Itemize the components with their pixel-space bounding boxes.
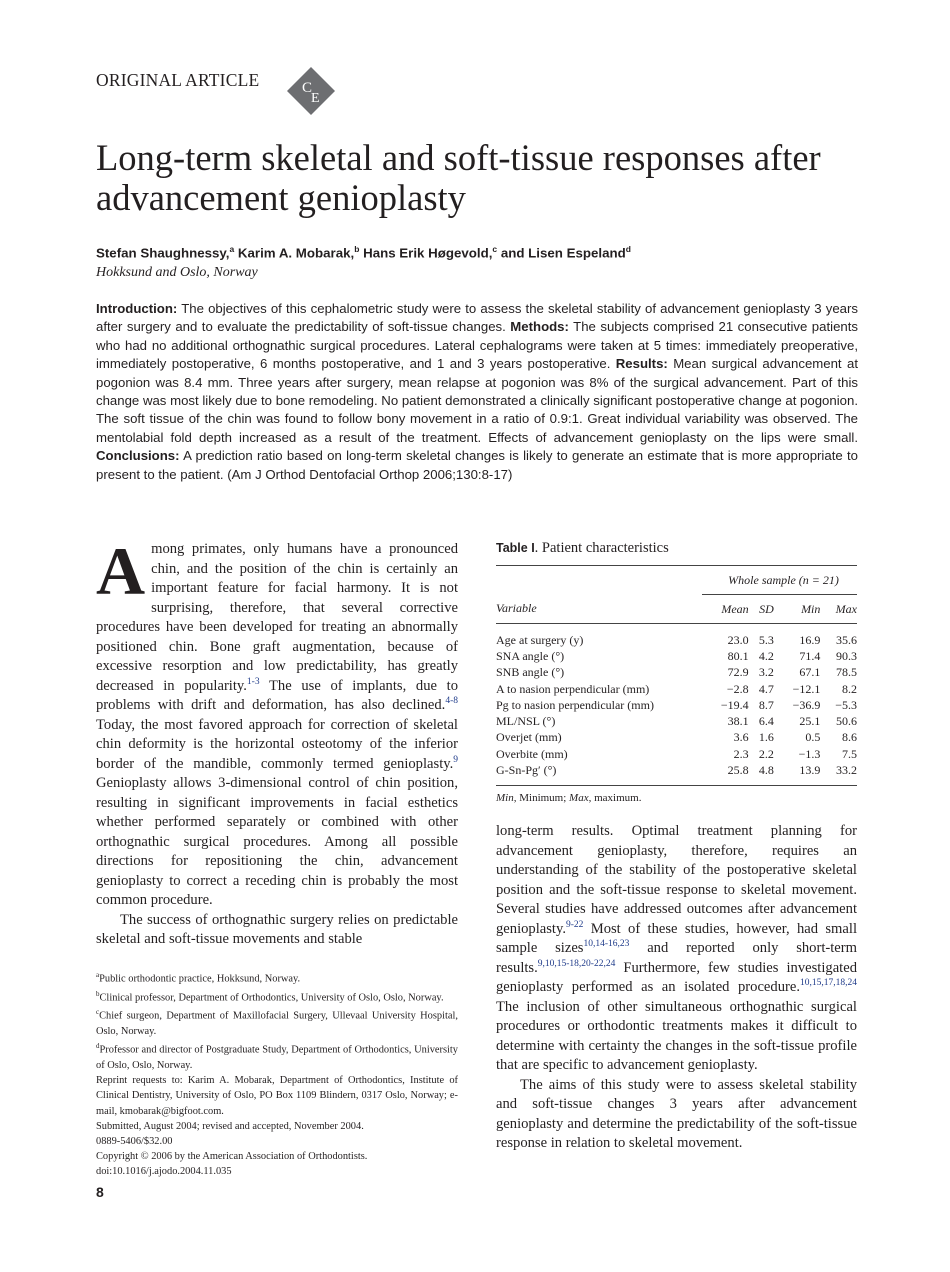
footnote-mark: d	[96, 1042, 100, 1051]
table-cell: 3.6	[733, 730, 749, 745]
citation-ref: 4-8	[445, 696, 458, 707]
footnote-text: Submitted, August 2004; revised and accepted, November 2004.	[96, 1120, 364, 1132]
table-cell: Pg to nasion perpendicular (mm)	[496, 697, 654, 712]
table-cell: 23.0	[727, 632, 749, 647]
drop-cap: A	[96, 533, 146, 609]
table-row	[496, 648, 857, 664]
table-cell: −19.4	[720, 697, 749, 712]
paragraph-text: and reported only short-term results.	[496, 940, 857, 976]
abbreviation-definition: Minimum;	[516, 791, 570, 804]
table-cell: −2.8	[726, 681, 749, 696]
table-cell: −12.1	[792, 681, 821, 696]
table-cell: 8.7	[758, 697, 774, 712]
footnote-text: Reprint requests to: Karim A. Mobarak, Department of Orthodontics, Institute of Clinical Dentistry, University of Oslo, PO Box 1109 Blindern, 0317 Oslo, Norway; e-mail, kmobarak@bigfoot.com.	[96, 1075, 458, 1117]
author-affiliation-mark: a	[229, 244, 235, 254]
table-cell: 4.7	[758, 681, 774, 696]
table-cell: Overjet (mm)	[496, 730, 562, 745]
table-row	[496, 713, 857, 729]
abstract-section-label: Conclusions:	[96, 448, 180, 464]
footnote	[96, 1073, 458, 1119]
citation-ref: 1-3	[246, 676, 260, 687]
footnote-text: Chief surgeon, Department of Maxillofacial Surgery, Ullevaal University Hospital, Oslo, Norway.	[96, 1010, 458, 1038]
table-cell: −36.9	[792, 697, 821, 712]
paragraph-text: Furthermore, few studies investigated genioplasty performed as an isolated procedure.	[496, 959, 857, 995]
paragraph-text: Most of these studies, however, had small sample sizes	[496, 920, 857, 956]
paragraph-text: The success of orthognathic surgery relies on predictable skeletal and soft-tissue movements and stable	[96, 911, 458, 947]
table-cell: 16.9	[799, 632, 821, 647]
author-affiliation-mark: d	[625, 244, 631, 254]
author-location: Hokksund and Oslo, Norway	[96, 265, 258, 280]
table-cell: SNB angle (°)	[496, 665, 565, 680]
table-cell: 8.2	[842, 681, 857, 696]
table-row	[496, 697, 857, 713]
table-cell: 35.6	[836, 632, 857, 647]
footnote	[96, 1164, 458, 1179]
table-label: Table I	[496, 541, 535, 555]
footnote-text: Copyright © 2006 by the American Association of Orthodontists.	[96, 1151, 368, 1163]
table-row	[496, 762, 857, 784]
paragraph-text: Genioplasty allows 3-dimensional control of chin position, resulting in significant improvements in facial esthetics whether performed separately or combined with other orthognathic surgical procedures. Among all possible directions for repositioning the chin, advancement genioplasty to correct a receding chin is probably the most common procedure.	[96, 775, 458, 908]
column-header: Max	[820, 595, 857, 624]
paragraph-text: The use of implants, due to problems with drift and deformation, has also declined.	[96, 677, 458, 713]
table-row	[496, 624, 857, 649]
table-cell: A to nasion perpendicular (mm)	[496, 681, 650, 696]
table-cell: 38.1	[727, 714, 749, 729]
footnote	[96, 1134, 458, 1149]
table-cell: 2.2	[758, 746, 774, 761]
abstract	[96, 300, 858, 484]
citation-ref: 9	[453, 754, 458, 765]
paragraph	[96, 533, 458, 911]
abbreviation: Max,	[569, 791, 592, 804]
footnote	[96, 1039, 458, 1073]
table-cell: 4.8	[758, 763, 774, 778]
footnote-mark: c	[96, 1008, 100, 1017]
footnote-text: 0889-5406/$32.00	[96, 1135, 173, 1147]
data-table	[496, 565, 857, 785]
table-cell: 72.9	[727, 665, 749, 680]
footnote	[96, 1149, 458, 1164]
footnote-mark: a	[96, 971, 100, 979]
abstract-section-label: Methods:	[510, 319, 569, 335]
table-cell: Overbite (mm)	[496, 746, 568, 761]
abstract-section-text: The objectives of this cephalometric study were to assess the skeletal stability of advancement genioplasty 3 years after surgery and to evaluate the predictability of soft-tissue changes.	[96, 301, 858, 335]
table-caption	[496, 540, 857, 557]
paragraph-text: mong primates, only humans have a pronounced chin, and the position of the chin is certainly an important feature for facial harmony. It is not surprising, therefore, that several corrective procedures have been developed for treating an abnormally positioned chin. Bone graft augmentation, because of excessive resorption and low predictability, has greatly decreased in popularity.	[96, 541, 458, 694]
citation-ref: 10,14-16,23	[583, 939, 630, 950]
author-name: Hans Erik Høgevold,	[359, 245, 493, 261]
author-affiliation-mark: c	[492, 244, 498, 254]
paragraph	[496, 822, 857, 1076]
table-cell: 50.6	[836, 714, 857, 729]
abstract-section-text: A prediction ratio based on long-term skeletal changes is likely to generate an estimate that is more appropriate to present to the patient. (Am J Orthod Dentofacial Orthop 2006;130:8-17)	[96, 448, 858, 482]
body-left-column	[96, 533, 458, 950]
abstract-section-text: The subjects comprised 21 consecutive patients who had no additional orthognathic surgical procedures. Lateral cephalograms were taken at 5 times: immediately preoperative, immediately postoperative, 6 months postoperative, and 1 and 3 years postoperative.	[96, 319, 858, 372]
table-cell: 80.1	[727, 648, 749, 663]
page-number: 8	[96, 1184, 104, 1200]
author-name: Karim A. Mobarak,	[234, 245, 355, 261]
paragraph-text: long-term results. Optimal treatment planning for advancement genioplasty, therefore, requires an understanding of the stability of the postoperative skeletal position and the soft-tissue response to skeletal movement. Several studies have addressed outcomes after advancement genioplasty.	[496, 823, 857, 937]
body-right-column	[496, 822, 857, 1154]
table-cell: 90.3	[836, 648, 857, 663]
table-cell: 3.2	[758, 665, 774, 680]
article-title: Long-term skeletal and soft-tissue responses after advancement genioplasty	[96, 137, 821, 218]
table-cell: 13.9	[799, 763, 821, 778]
table-cell: 6.4	[758, 714, 774, 729]
column-header: SD	[749, 595, 774, 624]
footnote-text: doi:10.1016/j.ajodo.2004.11.035	[96, 1166, 232, 1178]
paragraph	[496, 1076, 857, 1154]
table-caption-text: . Patient characteristics	[534, 540, 669, 556]
table-cell: Age at surgery (y)	[496, 632, 584, 647]
author-name: and Lisen Espeland	[497, 245, 626, 261]
table-cell: 2.3	[733, 746, 749, 761]
table-cell: SNA angle (°)	[496, 648, 565, 663]
table-row	[496, 730, 857, 746]
table-cell: −5.3	[835, 697, 857, 712]
paragraph-text: Today, the most favored approach for correction of skeletal chin deformity is the horizontal osteotomy of the inferior border of the mandible, commonly termed genioplasty.	[96, 716, 458, 772]
column-header: Min	[774, 595, 821, 624]
abstract-section-label: Introduction:	[96, 301, 178, 316]
paragraph	[96, 911, 458, 950]
author-name: Stefan Shaughnessy,	[96, 245, 230, 261]
table-cell: 71.4	[799, 648, 821, 663]
column-header: Variable	[496, 601, 537, 616]
table-cell: 25.8	[727, 763, 749, 778]
footnote-text: Clinical professor, Department of Orthodontics, University of Oslo, Oslo, Norway.	[99, 992, 444, 1004]
table-cell: −1.3	[798, 746, 821, 761]
citation-ref: 9-22	[565, 919, 584, 930]
svg-text:C: C	[302, 80, 313, 96]
table-cell: 67.1	[799, 665, 821, 680]
table-cell: 78.5	[836, 665, 857, 680]
table-patient-characteristics	[496, 540, 857, 804]
abstract-section-label: Results:	[615, 356, 668, 372]
table-row	[496, 681, 857, 697]
group-header: Whole sample (n = 21)	[728, 572, 839, 587]
footnote	[96, 987, 458, 1006]
table-cell: ML/NSL (°)	[496, 714, 556, 729]
table-row	[496, 665, 857, 681]
author-affiliation-mark: b	[354, 244, 360, 254]
abbreviation: Min,	[496, 791, 517, 804]
table-cell: 8.6	[842, 730, 857, 745]
abbreviation-definition: maximum.	[591, 791, 642, 804]
author-list	[96, 244, 631, 260]
table-cell: 7.5	[842, 746, 857, 761]
footnote-text: Professor and director of Postgraduate Study, Department of Orthodontics, University of Oslo, Oslo, Norway.	[96, 1044, 458, 1071]
footnote	[96, 968, 458, 987]
table-footnote	[496, 785, 857, 804]
footnote	[96, 1005, 458, 1039]
footnotes	[96, 968, 458, 1180]
paragraph-text: The aims of this study were to assess skeletal stability and soft-tissue changes 3 years after advancement genioplasty and determine the predictability of the soft-tissue response in relation to skeletal movement.	[496, 1076, 857, 1151]
column-header: Mean	[702, 595, 749, 624]
ce-logo-icon	[287, 67, 335, 115]
table-cell: G-Sn-Pg′ (°)	[496, 763, 557, 778]
citation-ref: 10,15,17,18,24	[800, 978, 857, 989]
table-cell: 4.2	[758, 648, 774, 663]
citation-ref: 9,10,15-18,20-22,24	[537, 958, 616, 969]
table-cell: 0.5	[805, 730, 821, 745]
table-cell: 25.1	[799, 714, 821, 729]
table-row	[496, 746, 857, 762]
table-cell: 1.6	[758, 730, 774, 745]
section-label: ORIGINAL ARTICLE	[96, 70, 260, 90]
svg-text:E: E	[311, 91, 320, 106]
footnote	[96, 1119, 458, 1134]
footnote-text: Public orthodontic practice, Hokksund, Norway.	[99, 973, 301, 985]
paragraph-text: The inclusion of other simultaneous orthognathic surgical procedures or orthodontic treatments makes it difficult to determine with certainty the changes in the soft-tissue profile that are specific to advancement genioplasty.	[496, 998, 857, 1073]
abstract-section-text: Mean surgical advancement at pogonion was 8.4 mm. Three years after surgery, mean relapse at pogonion was 8% of the surgical advancement. Part of this change was most likely due to bone remodeling. No patient demonstrated a clinically significant postoperative change at pogonion. The soft tissue of the chin was found to follow bony movement in a ratio of 0.9:1. Great individual variability was observed. The mentolabial fold depth increased as a result of the treatment. Effects of advancement genioplasty on the lips were small.	[96, 356, 858, 445]
footnote-mark: b	[96, 989, 100, 998]
table-cell: 33.2	[836, 763, 857, 778]
table-cell: 5.3	[758, 632, 774, 647]
